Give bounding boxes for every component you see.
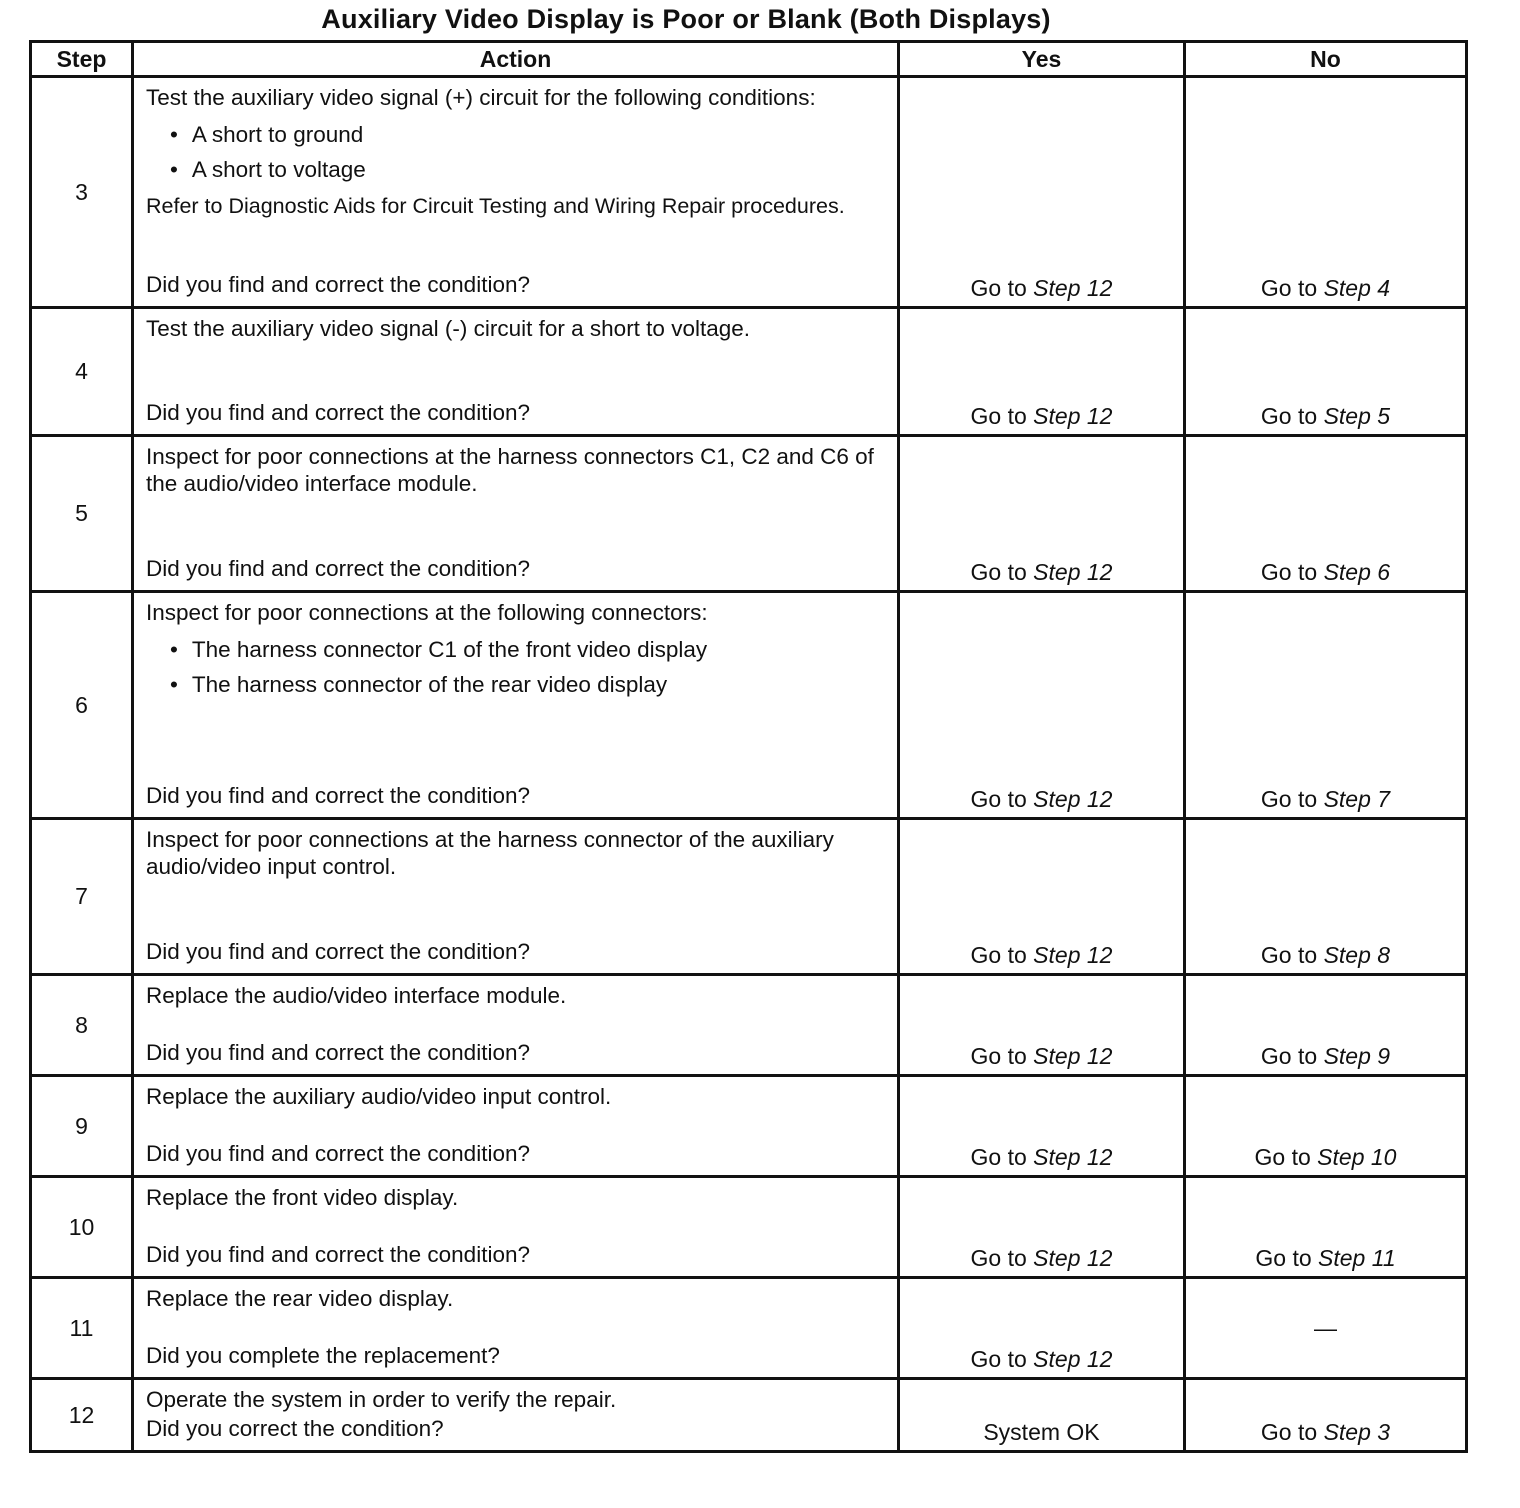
step-number: 5 [31, 436, 133, 592]
action-cell [133, 1177, 899, 1278]
table-row [31, 308, 1467, 436]
action-cell [133, 975, 899, 1076]
question-text: Did you find and correct the condition? [146, 939, 530, 964]
action-cell [133, 436, 899, 592]
step-number: 7 [31, 819, 133, 975]
action-cell [133, 819, 899, 975]
question-text: Did you find and correct the condition? [146, 556, 530, 581]
header-no: No [1185, 42, 1467, 77]
table-header-row [31, 42, 1467, 77]
go-to-text: Go to [970, 1245, 1034, 1271]
go-to-text: Go to [1255, 1245, 1319, 1271]
step-link[interactable]: Step 8 [1323, 942, 1391, 968]
question-text: Did you find and correct the condition? [146, 1141, 530, 1166]
go-to-text: Go to [970, 275, 1034, 301]
question-text: Did you find and correct the condition? [146, 1242, 530, 1267]
action-text: Test the auxiliary video signal (-) circuit for a short to voltage. [146, 316, 751, 341]
list-item: • A short to ground [170, 117, 885, 152]
action-cell [133, 592, 899, 819]
action-cell [133, 308, 899, 436]
step-number: 8 [31, 975, 133, 1076]
step-link[interactable]: Step 12 [1033, 1144, 1113, 1170]
step-number: 9 [31, 1076, 133, 1177]
table-row [31, 1076, 1467, 1177]
step-link[interactable]: Step 12 [1033, 559, 1113, 585]
header-action: Action [133, 42, 899, 77]
go-to-text: Go to [1260, 403, 1324, 429]
step-link[interactable]: Step 12 [1033, 1043, 1113, 1069]
step-link[interactable]: Step 11 [1318, 1245, 1396, 1271]
question-text: Did you find and correct the condition? [146, 783, 530, 808]
table-row [31, 975, 1467, 1076]
header-step: Step [31, 42, 133, 77]
step-link[interactable]: Step 5 [1323, 403, 1391, 429]
step-link[interactable]: Step 6 [1323, 559, 1391, 585]
yes-cell [899, 1278, 1185, 1379]
table-row [31, 592, 1467, 819]
table-row [31, 436, 1467, 592]
step-link[interactable]: Step 7 [1323, 786, 1391, 812]
step-link[interactable]: Step 12 [1033, 403, 1113, 429]
go-to-text: Go to [1260, 559, 1324, 585]
yes-cell [899, 592, 1185, 819]
step-link[interactable]: Step 10 [1317, 1144, 1397, 1170]
bullet-list [146, 632, 885, 702]
yes-cell [899, 975, 1185, 1076]
step-link[interactable]: Step 12 [1033, 275, 1113, 301]
go-to-text: Go to [970, 786, 1034, 812]
step-number: 12 [31, 1379, 133, 1452]
step-link[interactable]: Step 4 [1323, 275, 1391, 301]
action-cell [133, 77, 899, 308]
table-row [31, 77, 1467, 308]
table-row [31, 1177, 1467, 1278]
step-number: 3 [31, 77, 133, 308]
no-cell [1185, 1379, 1467, 1452]
step-link[interactable]: Step 12 [1033, 942, 1113, 968]
table-row [31, 819, 1467, 975]
action-text: Operate the system in order to verify the repair. [146, 1387, 617, 1412]
yes-cell [899, 1177, 1185, 1278]
go-to-text: Go to [1254, 1144, 1318, 1170]
step-number: 10 [31, 1177, 133, 1278]
no-cell [1185, 592, 1467, 819]
list-item: • A short to voltage [170, 152, 885, 187]
no-cell [1185, 819, 1467, 975]
action-text: Inspect for poor connections at the following connectors: [146, 600, 708, 625]
no-cell [1185, 436, 1467, 592]
question-text: Did you find and correct the condition? [146, 272, 530, 297]
step-link[interactable]: Step 12 [1033, 1346, 1113, 1372]
action-text: Replace the auxiliary audio/video input control. [146, 1084, 612, 1109]
yes-cell [899, 1379, 1185, 1452]
no-cell [1185, 1177, 1467, 1278]
header-yes: Yes [899, 42, 1185, 77]
step-link[interactable]: Step 12 [1033, 786, 1113, 812]
go-to-text: Go to [970, 559, 1034, 585]
table-row [31, 1379, 1467, 1452]
refer-note: Refer to Diagnostic Aids for Circuit Testing and Wiring Repair procedures. [146, 194, 845, 218]
action-cell [133, 1076, 899, 1177]
action-cell [133, 1379, 899, 1452]
yes-cell [899, 77, 1185, 308]
diagnostic-table [29, 40, 1468, 1453]
yes-cell [899, 819, 1185, 975]
yes-cell [899, 436, 1185, 592]
no-cell [1185, 975, 1467, 1076]
no-cell [1185, 77, 1467, 308]
action-cell [133, 1278, 899, 1379]
action-text: Replace the front video display. [146, 1185, 459, 1210]
question-text: Did you find and correct the condition? [146, 1040, 530, 1065]
step-link[interactable]: Step 9 [1323, 1043, 1391, 1069]
table-row [31, 1278, 1467, 1379]
step-number: 11 [31, 1278, 133, 1379]
question-text: Did you find and correct the condition? [146, 400, 530, 425]
go-to-text: Go to [970, 1346, 1034, 1372]
action-text: Inspect for poor connections at the harness connector of the auxiliary audio/video input control. [146, 827, 834, 879]
action-text: Replace the rear video display. [146, 1286, 454, 1311]
action-text: Replace the audio/video interface module. [146, 983, 567, 1008]
question-text: Did you complete the replacement? [146, 1343, 500, 1368]
step-link[interactable]: Step 3 [1323, 1419, 1391, 1445]
no-action-dash: — [1314, 1314, 1337, 1341]
go-to-text: Go to [1260, 1419, 1324, 1445]
action-text: Test the auxiliary video signal (+) circuit for the following conditions: [146, 85, 816, 110]
system-ok-text: System OK [983, 1419, 1100, 1445]
step-number: 6 [31, 592, 133, 819]
list-item: • The harness connector of the rear video display [170, 667, 885, 702]
no-cell [1185, 1278, 1467, 1379]
go-to-text: Go to [970, 403, 1034, 429]
list-item: • The harness connector C1 of the front video display [170, 632, 885, 667]
no-cell [1185, 308, 1467, 436]
no-cell [1185, 1076, 1467, 1177]
go-to-text: Go to [970, 1144, 1034, 1170]
action-text: Inspect for poor connections at the harness connectors C1, C2 and C6 of the audio/video interface module. [146, 444, 874, 496]
bullet-list [146, 117, 885, 187]
question-text: Did you correct the condition? [146, 1416, 444, 1441]
step-link[interactable]: Step 12 [1033, 1245, 1113, 1271]
step-number: 4 [31, 308, 133, 436]
go-to-text: Go to [1260, 786, 1324, 812]
page-title: Auxiliary Video Display is Poor or Blank (Both Displays) [321, 4, 1051, 34]
go-to-text: Go to [1260, 942, 1324, 968]
go-to-text: Go to [1260, 1043, 1324, 1069]
go-to-text: Go to [970, 1043, 1034, 1069]
yes-cell [899, 308, 1185, 436]
yes-cell [899, 1076, 1185, 1177]
go-to-text: Go to [970, 942, 1034, 968]
go-to-text: Go to [1260, 275, 1324, 301]
